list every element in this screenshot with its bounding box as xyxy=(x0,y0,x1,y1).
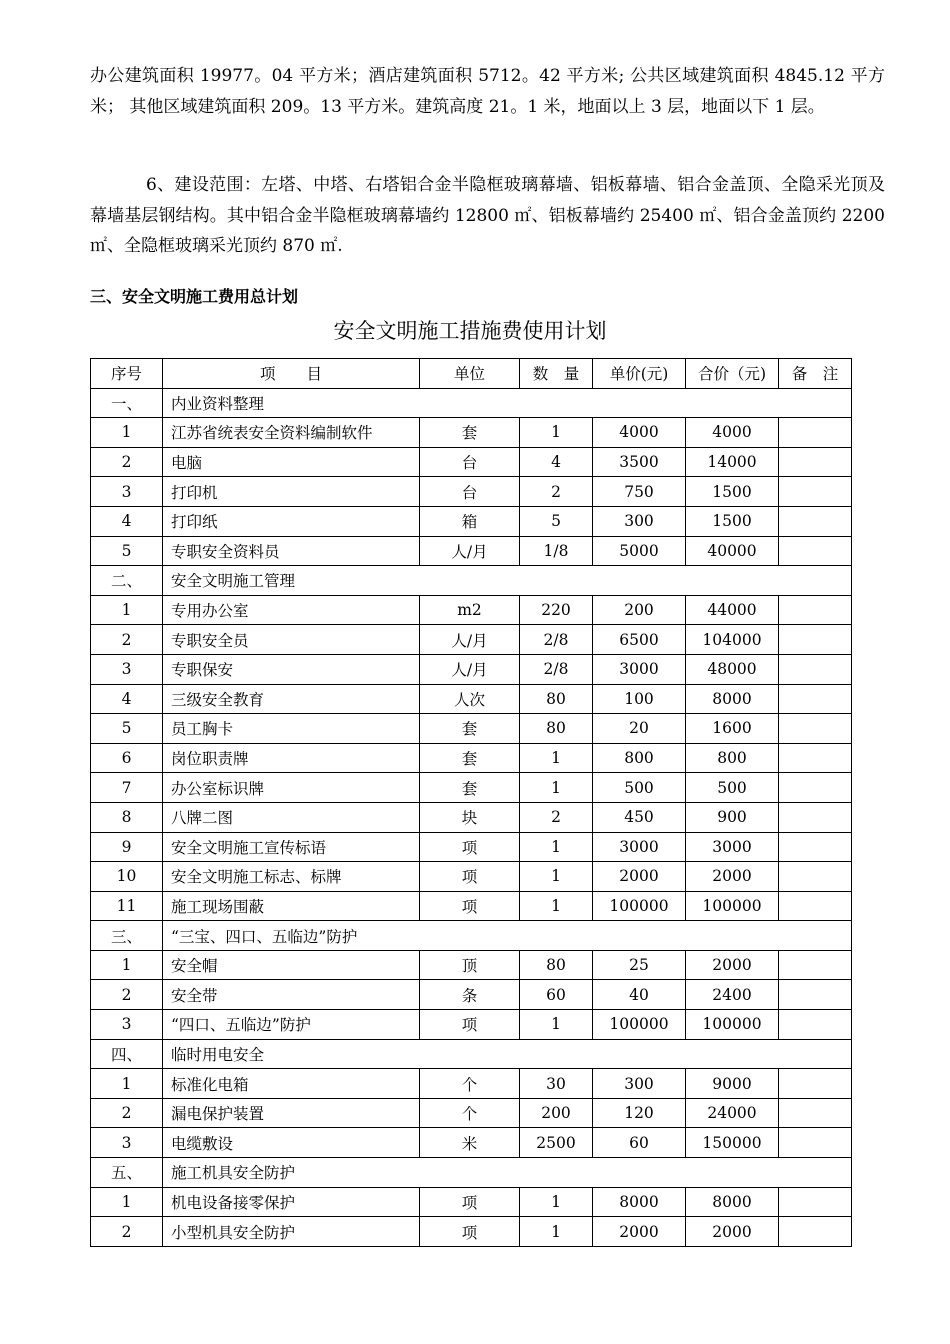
row-unit-price: 800 xyxy=(593,743,686,773)
row-remark xyxy=(779,1128,852,1158)
row-qty: 80 xyxy=(520,714,593,744)
table-row xyxy=(91,891,852,921)
row-total: 2000 xyxy=(686,862,779,892)
row-unit-price: 3500 xyxy=(593,447,686,477)
row-total: 1500 xyxy=(686,506,779,536)
section-name: 施工机具安全防护 xyxy=(163,1158,852,1188)
row-unit-price: 200 xyxy=(593,595,686,625)
row-unit-price: 100 xyxy=(593,684,686,714)
row-unit-price: 100000 xyxy=(593,891,686,921)
table-body xyxy=(91,388,852,1246)
row-qty: 30 xyxy=(520,1069,593,1099)
row-qty: 1 xyxy=(520,418,593,448)
row-unit: 米 xyxy=(420,1128,520,1158)
intro-paragraph-scope: 6、建设范围：左塔、中塔、右塔铝合金半隐框玻璃幕墙、铝板幕墙、铝合金盖顶、全隐采光顶及幕墙基层钢结构。其中铝合金半隐框玻璃幕墙约 12800 ㎡、铝板幕墙约 25400 ㎡、铝合金盖顶约 2200 ㎡、全隐框玻璃采光顶约 870 ㎡. xyxy=(90,175,885,256)
row-no: 2 xyxy=(91,447,163,477)
row-no: 1 xyxy=(91,595,163,625)
table-row xyxy=(91,625,852,655)
row-no: 6 xyxy=(91,743,163,773)
table-header-row xyxy=(91,359,852,389)
row-qty: 2 xyxy=(520,477,593,507)
row-remark xyxy=(779,802,852,832)
row-total: 3000 xyxy=(686,832,779,862)
row-qty: 1 xyxy=(520,743,593,773)
table-row xyxy=(91,1010,852,1040)
row-unit-price: 300 xyxy=(593,1069,686,1099)
row-unit: 个 xyxy=(420,1069,520,1099)
row-remark xyxy=(779,950,852,980)
table-row xyxy=(91,1187,852,1217)
row-item: 小型机具安全防护 xyxy=(163,1217,420,1247)
row-unit: 套 xyxy=(420,714,520,744)
row-remark xyxy=(779,595,852,625)
row-item: 打印纸 xyxy=(163,506,420,536)
row-remark xyxy=(779,743,852,773)
row-remark xyxy=(779,832,852,862)
row-unit-price: 450 xyxy=(593,802,686,832)
row-total: 2000 xyxy=(686,950,779,980)
row-unit: 台 xyxy=(420,447,520,477)
section-no: 三、 xyxy=(91,921,163,951)
row-qty: 1 xyxy=(520,1217,593,1247)
row-total: 1600 xyxy=(686,714,779,744)
row-total: 8000 xyxy=(686,684,779,714)
section-no: 二、 xyxy=(91,566,163,596)
row-total: 900 xyxy=(686,802,779,832)
table-row xyxy=(91,536,852,566)
row-total: 104000 xyxy=(686,625,779,655)
row-no: 1 xyxy=(91,950,163,980)
row-qty: 4 xyxy=(520,447,593,477)
section-row xyxy=(91,1158,852,1188)
table-row xyxy=(91,773,852,803)
row-total: 9000 xyxy=(686,1069,779,1099)
row-no: 11 xyxy=(91,891,163,921)
row-item: 八牌二图 xyxy=(163,802,420,832)
row-qty: 80 xyxy=(520,684,593,714)
row-item: 安全文明施工宣传标语 xyxy=(163,832,420,862)
row-no: 4 xyxy=(91,684,163,714)
row-no: 5 xyxy=(91,714,163,744)
row-item: 电脑 xyxy=(163,447,420,477)
row-unit: 项 xyxy=(420,1187,520,1217)
row-unit-price: 2000 xyxy=(593,862,686,892)
row-unit: 人/月 xyxy=(420,536,520,566)
row-qty: 2500 xyxy=(520,1128,593,1158)
section-name: 安全文明施工管理 xyxy=(163,566,852,596)
section-no: 五、 xyxy=(91,1158,163,1188)
row-total: 8000 xyxy=(686,1187,779,1217)
row-no: 5 xyxy=(91,536,163,566)
header-unit-price: 单价(元) xyxy=(593,359,686,389)
row-unit: 项 xyxy=(420,862,520,892)
intro-paragraph-area: 办公建筑面积 19977。04 平方米；酒店建筑面积 5712。42 平方米; 公共区域建筑面积 4845.12 平方米； 其他区域建筑面积 209。13 平方米。建筑高度 21。1 米，地面以上 3 层，地面以下 1 层。 xyxy=(90,66,885,117)
row-unit-price: 40 xyxy=(593,980,686,1010)
row-item: 办公室标识牌 xyxy=(163,773,420,803)
table-row xyxy=(91,832,852,862)
row-unit-price: 6500 xyxy=(593,625,686,655)
row-no: 2 xyxy=(91,980,163,1010)
row-total: 14000 xyxy=(686,447,779,477)
row-qty: 2/8 xyxy=(520,654,593,684)
row-qty: 1 xyxy=(520,1010,593,1040)
row-no: 1 xyxy=(91,418,163,448)
row-total: 2000 xyxy=(686,1217,779,1247)
row-unit-price: 60 xyxy=(593,1128,686,1158)
row-no: 9 xyxy=(91,832,163,862)
table-row xyxy=(91,743,852,773)
row-total: 48000 xyxy=(686,654,779,684)
row-unit: 个 xyxy=(420,1098,520,1128)
row-item: 江苏省统表安全资料编制软件 xyxy=(163,418,420,448)
row-remark xyxy=(779,654,852,684)
row-qty: 80 xyxy=(520,950,593,980)
row-unit-price: 8000 xyxy=(593,1187,686,1217)
row-unit: 箱 xyxy=(420,506,520,536)
row-no: 4 xyxy=(91,506,163,536)
row-remark xyxy=(779,418,852,448)
row-unit: 顶 xyxy=(420,950,520,980)
row-total: 800 xyxy=(686,743,779,773)
row-total: 2400 xyxy=(686,980,779,1010)
section-row xyxy=(91,388,852,418)
table-row xyxy=(91,862,852,892)
row-remark xyxy=(779,477,852,507)
row-unit: 套 xyxy=(420,743,520,773)
table-row xyxy=(91,950,852,980)
header-remark: 备 注 xyxy=(779,359,852,389)
row-no: 8 xyxy=(91,802,163,832)
cost-plan-table xyxy=(90,358,852,1247)
section-no: 一、 xyxy=(91,388,163,418)
row-no: 10 xyxy=(91,862,163,892)
row-unit-price: 20 xyxy=(593,714,686,744)
row-qty: 2/8 xyxy=(520,625,593,655)
table-row xyxy=(91,1128,852,1158)
row-remark xyxy=(779,1069,852,1099)
table-row xyxy=(91,684,852,714)
table-row xyxy=(91,506,852,536)
row-no: 3 xyxy=(91,477,163,507)
row-unit: 人/月 xyxy=(420,654,520,684)
header-qty: 数 量 xyxy=(520,359,593,389)
row-item: 安全带 xyxy=(163,980,420,1010)
row-qty: 1 xyxy=(520,862,593,892)
row-qty: 5 xyxy=(520,506,593,536)
row-item: 专职保安 xyxy=(163,654,420,684)
row-remark xyxy=(779,891,852,921)
row-item: 机电设备接零保护 xyxy=(163,1187,420,1217)
section-row xyxy=(91,566,852,596)
row-item: 员工胸卡 xyxy=(163,714,420,744)
row-unit: 台 xyxy=(420,477,520,507)
row-remark xyxy=(779,506,852,536)
row-item: 施工现场围蔽 xyxy=(163,891,420,921)
table-row xyxy=(91,654,852,684)
header-no: 序号 xyxy=(91,359,163,389)
row-unit-price: 5000 xyxy=(593,536,686,566)
row-unit: 项 xyxy=(420,1010,520,1040)
row-remark xyxy=(779,536,852,566)
row-unit: m2 xyxy=(420,595,520,625)
row-qty: 1/8 xyxy=(520,536,593,566)
table-row xyxy=(91,1069,852,1099)
row-unit: 项 xyxy=(420,1217,520,1247)
section-row xyxy=(91,921,852,951)
row-total: 500 xyxy=(686,773,779,803)
row-no: 3 xyxy=(91,1010,163,1040)
section-name: 临时用电安全 xyxy=(163,1039,852,1069)
row-total: 100000 xyxy=(686,891,779,921)
table-title: 安全文明施工措施费使用计划 xyxy=(333,319,607,343)
row-unit-price: 500 xyxy=(593,773,686,803)
row-item: 专用办公室 xyxy=(163,595,420,625)
row-total: 150000 xyxy=(686,1128,779,1158)
row-remark xyxy=(779,1187,852,1217)
row-no: 2 xyxy=(91,1098,163,1128)
row-qty: 200 xyxy=(520,1098,593,1128)
row-unit: 块 xyxy=(420,802,520,832)
row-item: 三级安全教育 xyxy=(163,684,420,714)
table-row xyxy=(91,447,852,477)
row-remark xyxy=(779,447,852,477)
row-qty: 1 xyxy=(520,773,593,803)
table-row xyxy=(91,980,852,1010)
row-total: 40000 xyxy=(686,536,779,566)
table-row xyxy=(91,477,852,507)
section-no: 四、 xyxy=(91,1039,163,1069)
row-total: 1500 xyxy=(686,477,779,507)
row-remark xyxy=(779,980,852,1010)
row-item: 电缆敷设 xyxy=(163,1128,420,1158)
row-unit-price: 120 xyxy=(593,1098,686,1128)
row-no: 3 xyxy=(91,654,163,684)
row-no: 2 xyxy=(91,625,163,655)
row-unit: 人次 xyxy=(420,684,520,714)
section-name: 内业资料整理 xyxy=(163,388,852,418)
row-unit: 套 xyxy=(420,773,520,803)
row-qty: 220 xyxy=(520,595,593,625)
row-unit-price: 750 xyxy=(593,477,686,507)
section-row xyxy=(91,1039,852,1069)
row-total: 44000 xyxy=(686,595,779,625)
table-row xyxy=(91,1098,852,1128)
row-qty: 60 xyxy=(520,980,593,1010)
row-no: 1 xyxy=(91,1187,163,1217)
table-row xyxy=(91,595,852,625)
row-unit: 人/月 xyxy=(420,625,520,655)
row-item: 漏电保护装置 xyxy=(163,1098,420,1128)
row-qty: 2 xyxy=(520,802,593,832)
row-remark xyxy=(779,625,852,655)
table-row xyxy=(91,714,852,744)
row-item: 安全文明施工标志、标牌 xyxy=(163,862,420,892)
row-unit-price: 3000 xyxy=(593,654,686,684)
row-unit-price: 25 xyxy=(593,950,686,980)
header-total: 合价（元) xyxy=(686,359,779,389)
row-qty: 1 xyxy=(520,832,593,862)
row-no: 2 xyxy=(91,1217,163,1247)
table-row xyxy=(91,1217,852,1247)
row-unit: 项 xyxy=(420,832,520,862)
section-heading: 三、安全文明施工费用总计划 xyxy=(90,287,299,306)
row-qty: 1 xyxy=(520,891,593,921)
header-item: 项 目 xyxy=(163,359,420,389)
row-unit-price: 100000 xyxy=(593,1010,686,1040)
row-remark xyxy=(779,1010,852,1040)
row-remark xyxy=(779,773,852,803)
row-unit: 项 xyxy=(420,891,520,921)
row-unit-price: 2000 xyxy=(593,1217,686,1247)
row-unit-price: 3000 xyxy=(593,832,686,862)
row-item: 打印机 xyxy=(163,477,420,507)
row-item: 专职安全员 xyxy=(163,625,420,655)
row-item: 安全帽 xyxy=(163,950,420,980)
row-no: 3 xyxy=(91,1128,163,1158)
row-unit-price: 4000 xyxy=(593,418,686,448)
row-remark xyxy=(779,862,852,892)
row-qty: 1 xyxy=(520,1187,593,1217)
row-unit: 套 xyxy=(420,418,520,448)
row-item: “四口、五临边”防护 xyxy=(163,1010,420,1040)
header-unit: 单位 xyxy=(420,359,520,389)
row-remark xyxy=(779,1217,852,1247)
table-row xyxy=(91,802,852,832)
row-item: 专职安全资料员 xyxy=(163,536,420,566)
row-total: 4000 xyxy=(686,418,779,448)
row-remark xyxy=(779,1098,852,1128)
section-name: “三宝、四口、五临边”防护 xyxy=(163,921,852,951)
row-unit: 条 xyxy=(420,980,520,1010)
row-no: 1 xyxy=(91,1069,163,1099)
row-total: 100000 xyxy=(686,1010,779,1040)
row-item: 岗位职责牌 xyxy=(163,743,420,773)
table-row xyxy=(91,418,852,448)
row-total: 24000 xyxy=(686,1098,779,1128)
row-remark xyxy=(779,684,852,714)
row-item: 标准化电箱 xyxy=(163,1069,420,1099)
row-unit-price: 300 xyxy=(593,506,686,536)
row-no: 7 xyxy=(91,773,163,803)
row-remark xyxy=(779,714,852,744)
